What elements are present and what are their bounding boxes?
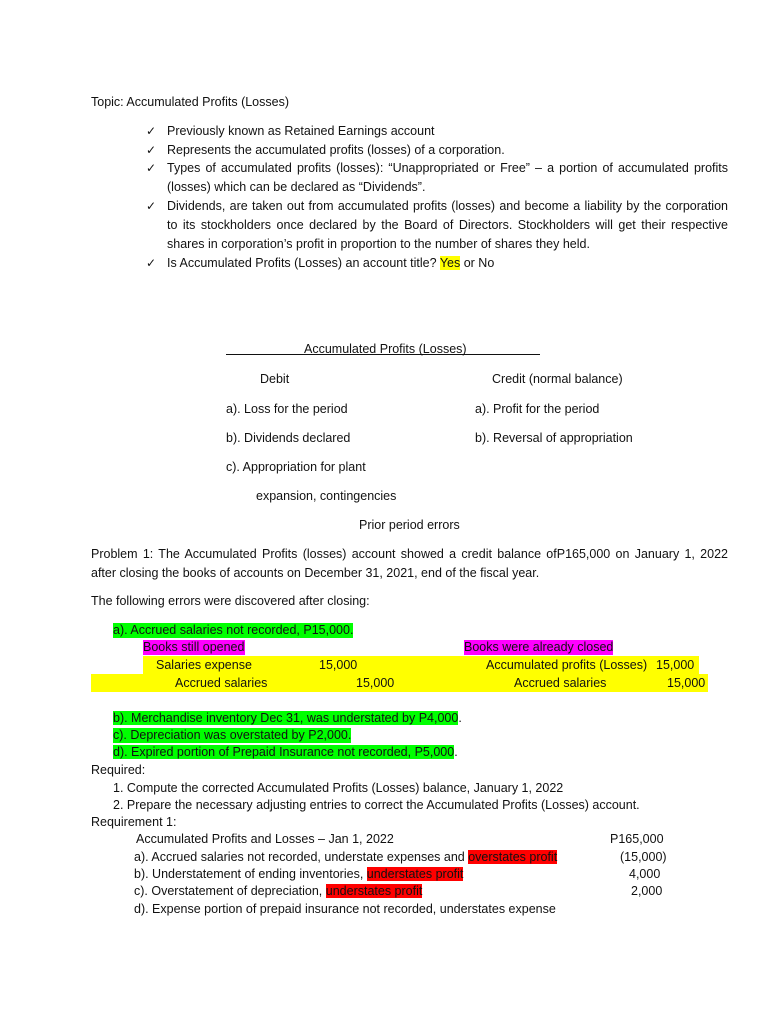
section-heading: Prior period errors	[359, 518, 460, 532]
required-item-1: 1. Compute the corrected Accumulated Profits (Losses) balance, January 1, 2022	[113, 781, 564, 795]
bullet-item-1: Previously known as Retained Earnings account	[167, 124, 435, 138]
schedule-head-amount: P165,000	[610, 832, 664, 846]
bullet-item-2: Represents the accumulated profits (losses) of a corporation.	[167, 143, 505, 157]
question-text: Is Accumulated Profits (Losses) an account title?	[167, 256, 440, 270]
question-tail: or No	[460, 256, 495, 270]
entry-right-debit-account: Accumulated profits (Losses)	[486, 658, 648, 672]
books-open-label: Books still opened	[143, 640, 245, 654]
overstates-profit-highlight: overstates profit	[468, 850, 558, 864]
account-title: Accumulated Profits (Losses)	[304, 342, 467, 356]
requirement-1-label: Requirement 1:	[91, 815, 177, 829]
understates-profit-highlight: understates profit	[325, 884, 423, 898]
check-icon: ✓	[146, 256, 157, 270]
bullet-item-5	[167, 256, 728, 271]
entry-left-debit-amount: 15,000	[319, 658, 358, 672]
entry-left-credit-account: Accrued salaries	[175, 676, 268, 690]
error-d	[113, 745, 458, 760]
schedule-row-b-amount: 4,000	[629, 867, 661, 881]
schedule-row-a-text: a). Accrued salaries not recorded, understate expenses and	[134, 850, 469, 864]
check-icon: ✓	[146, 124, 157, 138]
credit-item: b). Reversal of appropriation	[475, 431, 633, 445]
entry-right-credit-account: Accrued salaries	[514, 676, 607, 690]
schedule-row-b-text: b). Understatement of ending inventories,	[134, 867, 367, 881]
debit-item: expansion, contingencies	[256, 489, 397, 503]
debit-item: c). Appropriation for plant	[226, 460, 366, 474]
errors-intro: The following errors were discovered after closing:	[91, 594, 370, 608]
schedule-row-c	[134, 884, 422, 899]
debit-header: Debit	[260, 372, 290, 386]
error-b	[113, 711, 462, 726]
error-c: c). Depreciation was overstated by P2,000.	[113, 728, 352, 742]
bullet-item-3: Types of accumulated profits (losses): “Unappropriated or Free” – a portion of accumulated profits (losses) which can be declared as “Dividends”.	[167, 161, 728, 194]
check-icon: ✓	[146, 199, 157, 213]
error-b-period: .	[458, 711, 462, 725]
check-icon: ✓	[146, 161, 157, 175]
required-label: Required:	[91, 763, 146, 777]
answer-yes-highlight: Yes	[439, 256, 461, 270]
error-b-highlight: b). Merchandise inventory Dec 31, was understated by P4,000	[113, 711, 459, 725]
page-title: Topic: Accumulated Profits (Losses)	[91, 95, 289, 109]
schedule-row-c-text: c). Overstatement of depreciation,	[134, 884, 326, 898]
error-a: a). Accrued salaries not recorded, P15,000.	[113, 623, 354, 637]
schedule-row-a	[134, 850, 557, 865]
entry-right-credit-amount: 15,000	[667, 676, 706, 690]
schedule-head: Accumulated Profits and Losses – Jan 1, 2022	[136, 832, 394, 846]
books-closed-label: Books were already closed	[464, 640, 614, 654]
problem-text: Problem 1: The Accumulated Profits (losses) account showed a credit balance ofP165,000 on January 1, 2022 after closing the books of accounts on December 31, 2021, end of the fiscal year.	[91, 547, 728, 580]
account-title-underline	[226, 354, 540, 355]
debit-item: a). Loss for the period	[226, 402, 348, 416]
credit-header: Credit (normal balance)	[492, 372, 623, 386]
schedule-row-b	[134, 867, 463, 882]
entry-left-credit-amount: 15,000	[356, 676, 395, 690]
check-icon: ✓	[146, 143, 157, 157]
understates-profit-highlight: understates profit	[366, 867, 464, 881]
debit-item: b). Dividends declared	[226, 431, 351, 445]
credit-item: a). Profit for the period	[475, 402, 600, 416]
schedule-row-c-amount: 2,000	[631, 884, 663, 898]
schedule-row-d: d). Expense portion of prepaid insurance not recorded, understates expense	[134, 902, 556, 916]
entry-left-debit-account: Salaries expense	[156, 658, 252, 672]
error-d-highlight: d). Expired portion of Prepaid Insurance not recorded, P5,000	[113, 745, 455, 759]
required-item-2: 2. Prepare the necessary adjusting entries to correct the Accumulated Profits (Losses) account.	[113, 798, 640, 812]
error-d-period: .	[454, 745, 458, 759]
bullet-item-4: Dividends, are taken out from accumulated profits (losses) and become a liability by the corporation to its stockholders once declared by the Board of Directors. Stockholders will get their respective shares in corporation’s profit in proportion to the number of shares they held.	[167, 199, 728, 251]
entry-right-debit-amount: 15,000	[656, 658, 695, 672]
schedule-row-a-amount: (15,000)	[620, 850, 667, 864]
